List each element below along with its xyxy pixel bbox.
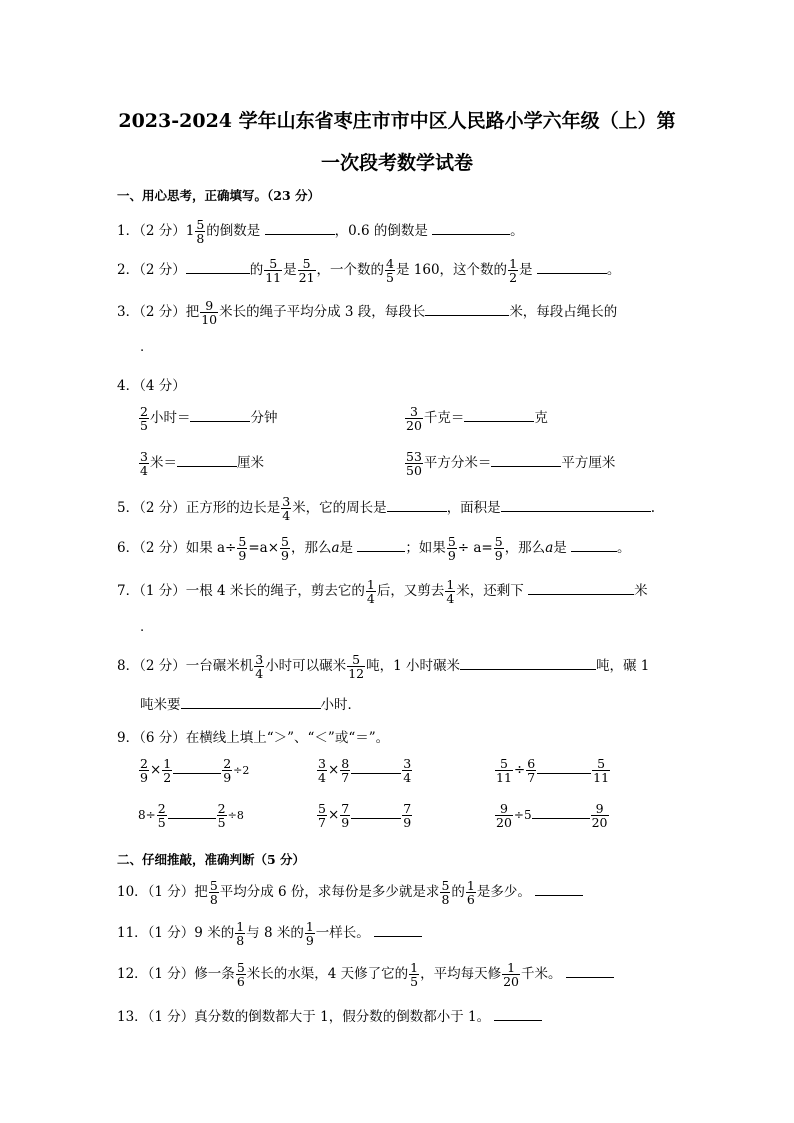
section-1-heading: 一、用心思考，正确填写。（23 分） bbox=[117, 188, 320, 203]
question-8: 8．（2 分）一台碾米机 $\frac{3}{4}$ 小时可以碾米 $\frac{5}{12}$ 吨，1 小时碾米 吨，碾 1 bbox=[117, 652, 650, 681]
answer-blank[interactable] bbox=[528, 582, 634, 595]
question-6: 6．（2 分）如果 a÷ $\frac{5}{9}$ =a× $\frac{5}{9}$ ，那么a是 ；如果 $\frac{5}{9}$ ÷ a= $\frac{5}{9}$ ，那么a是 。 bbox=[117, 534, 631, 563]
fraction: $\frac{5}{8}$ bbox=[196, 217, 205, 246]
q4-item-2: $\frac{3}{20}$ 千克＝ 克 bbox=[406, 404, 548, 433]
question-12: 12．（1 分）修一条 $\frac{5}{6}$ 米长的水渠，4 天修了它的 $\frac{1}{5}$ ，平均每天修 $\frac{1}{20}$ 千米。 bbox=[117, 961, 614, 988]
title-line2: 一次段考数学试卷 bbox=[320, 152, 473, 174]
answer-blank[interactable] bbox=[432, 222, 510, 235]
question-9-label: 9．（6 分）在横线上填上“＞”、“＜”或“＝”。 bbox=[117, 730, 390, 746]
q9-row1-col2: $\frac{3}{4}$ × $\frac{8}{7}$ $\frac{3}{4}$ bbox=[318, 756, 412, 785]
q9-row2-col2: $\frac{5}{7}$ × $\frac{7}{9}$ $\frac{7}{9}$ bbox=[318, 801, 412, 830]
answer-blank[interactable] bbox=[173, 761, 221, 774]
question-11: 11．（1 分）9 米的 $\frac{1}{8}$ 与 8 米的 $\frac{1}{9}$ 一样长。 bbox=[117, 920, 422, 947]
q3-trailing-dot: . bbox=[140, 340, 145, 355]
answer-blank[interactable] bbox=[501, 499, 651, 512]
section-2-heading: 二、仔细推敲，准确判断（5 分） bbox=[117, 852, 306, 867]
answer-blank[interactable] bbox=[186, 261, 250, 274]
question-10: 10．（1 分）把 $\frac{5}{8}$ 平均分成 6 份，求每份是多少就是求 $\frac{5}{8}$ 的 $\frac{1}{6}$ 是多少。 bbox=[117, 879, 583, 906]
question-7: 7．（1 分）一根 4 米长的绳子，剪去它的 $\frac{1}{4}$ 后，又剪去 $\frac{1}{4}$ 米，还剩下 米 bbox=[117, 577, 648, 606]
answer-blank[interactable] bbox=[494, 1008, 542, 1021]
answer-blank[interactable] bbox=[177, 454, 237, 467]
answer-blank[interactable] bbox=[181, 696, 321, 709]
answer-blank[interactable] bbox=[537, 761, 591, 774]
answer-blank[interactable] bbox=[168, 806, 216, 819]
answer-blank[interactable] bbox=[491, 454, 561, 467]
answer-blank[interactable] bbox=[387, 499, 447, 512]
q4-item-3: $\frac{3}{4}$ 米＝ 厘米 bbox=[140, 449, 264, 478]
question-2: 2．（2 分） 的 $\frac{5}{11}$ 是 $\frac{5}{21}$ ，一个数的 $\frac{4}{5}$ 是 160，这个数的 $\frac{1}{2}$ 是 。 bbox=[117, 256, 621, 285]
answer-blank[interactable] bbox=[460, 657, 596, 670]
answer-blank[interactable] bbox=[535, 883, 583, 896]
question-1: 1．（2 分）1 $\frac{5}{8}$ 的倒数是 ，0.6 的倒数是 。 bbox=[117, 217, 524, 246]
q9-row2-col3: $\frac{9}{20}$ ÷5 $\frac{9}{20}$ bbox=[496, 801, 608, 830]
answer-blank[interactable] bbox=[265, 222, 335, 235]
q9-row1-col1: $\frac{2}{9}$ × $\frac{1}{2}$ $\frac{2}{9}$ ÷2 bbox=[140, 756, 250, 785]
answer-blank[interactable] bbox=[537, 261, 607, 274]
answer-blank[interactable] bbox=[566, 965, 614, 978]
q4-item-4: $\frac{53}{50}$ 平方分米＝ 平方厘米 bbox=[406, 449, 616, 478]
q9-row1-col3: $\frac{5}{11}$ ÷ $\frac{6}{7}$ $\frac{5}{11}$ bbox=[496, 756, 610, 785]
answer-blank[interactable] bbox=[190, 409, 250, 422]
title-line1: 2023-2024 学年山东省枣庄市市中区人民路小学六年级（上）第 bbox=[118, 110, 676, 132]
question-4-label: 4．（4 分） bbox=[117, 378, 186, 394]
question-3: 3．（2 分）把 $\frac{9}{10}$ 米长的绳子平均分成 3 段，每段长 米，每段占绳长的 bbox=[117, 298, 618, 327]
q9-row2-col1: 8÷ $\frac{2}{5}$ $\frac{2}{5}$ ÷8 bbox=[138, 801, 244, 830]
q7-trailing-dot: . bbox=[140, 620, 145, 635]
answer-blank[interactable] bbox=[357, 539, 405, 552]
answer-blank[interactable] bbox=[532, 806, 590, 819]
answer-blank[interactable] bbox=[464, 409, 534, 422]
answer-blank[interactable] bbox=[351, 806, 401, 819]
answer-blank[interactable] bbox=[374, 924, 422, 937]
q4-item-1: $\frac{2}{5}$ 小时＝ 分钟 bbox=[140, 404, 278, 433]
question-13: 13．（1 分）真分数的倒数都大于 1，假分数的倒数都小于 1。 bbox=[117, 1005, 542, 1025]
answer-blank[interactable] bbox=[571, 539, 617, 552]
answer-blank[interactable] bbox=[425, 303, 509, 316]
question-5: 5．（2 分）正方形的边长是 $\frac{3}{4}$ 米，它的周长是 ，面积是 . bbox=[117, 494, 655, 523]
answer-blank[interactable] bbox=[351, 761, 401, 774]
question-8-line2: 吨米要 小时． bbox=[140, 697, 361, 713]
